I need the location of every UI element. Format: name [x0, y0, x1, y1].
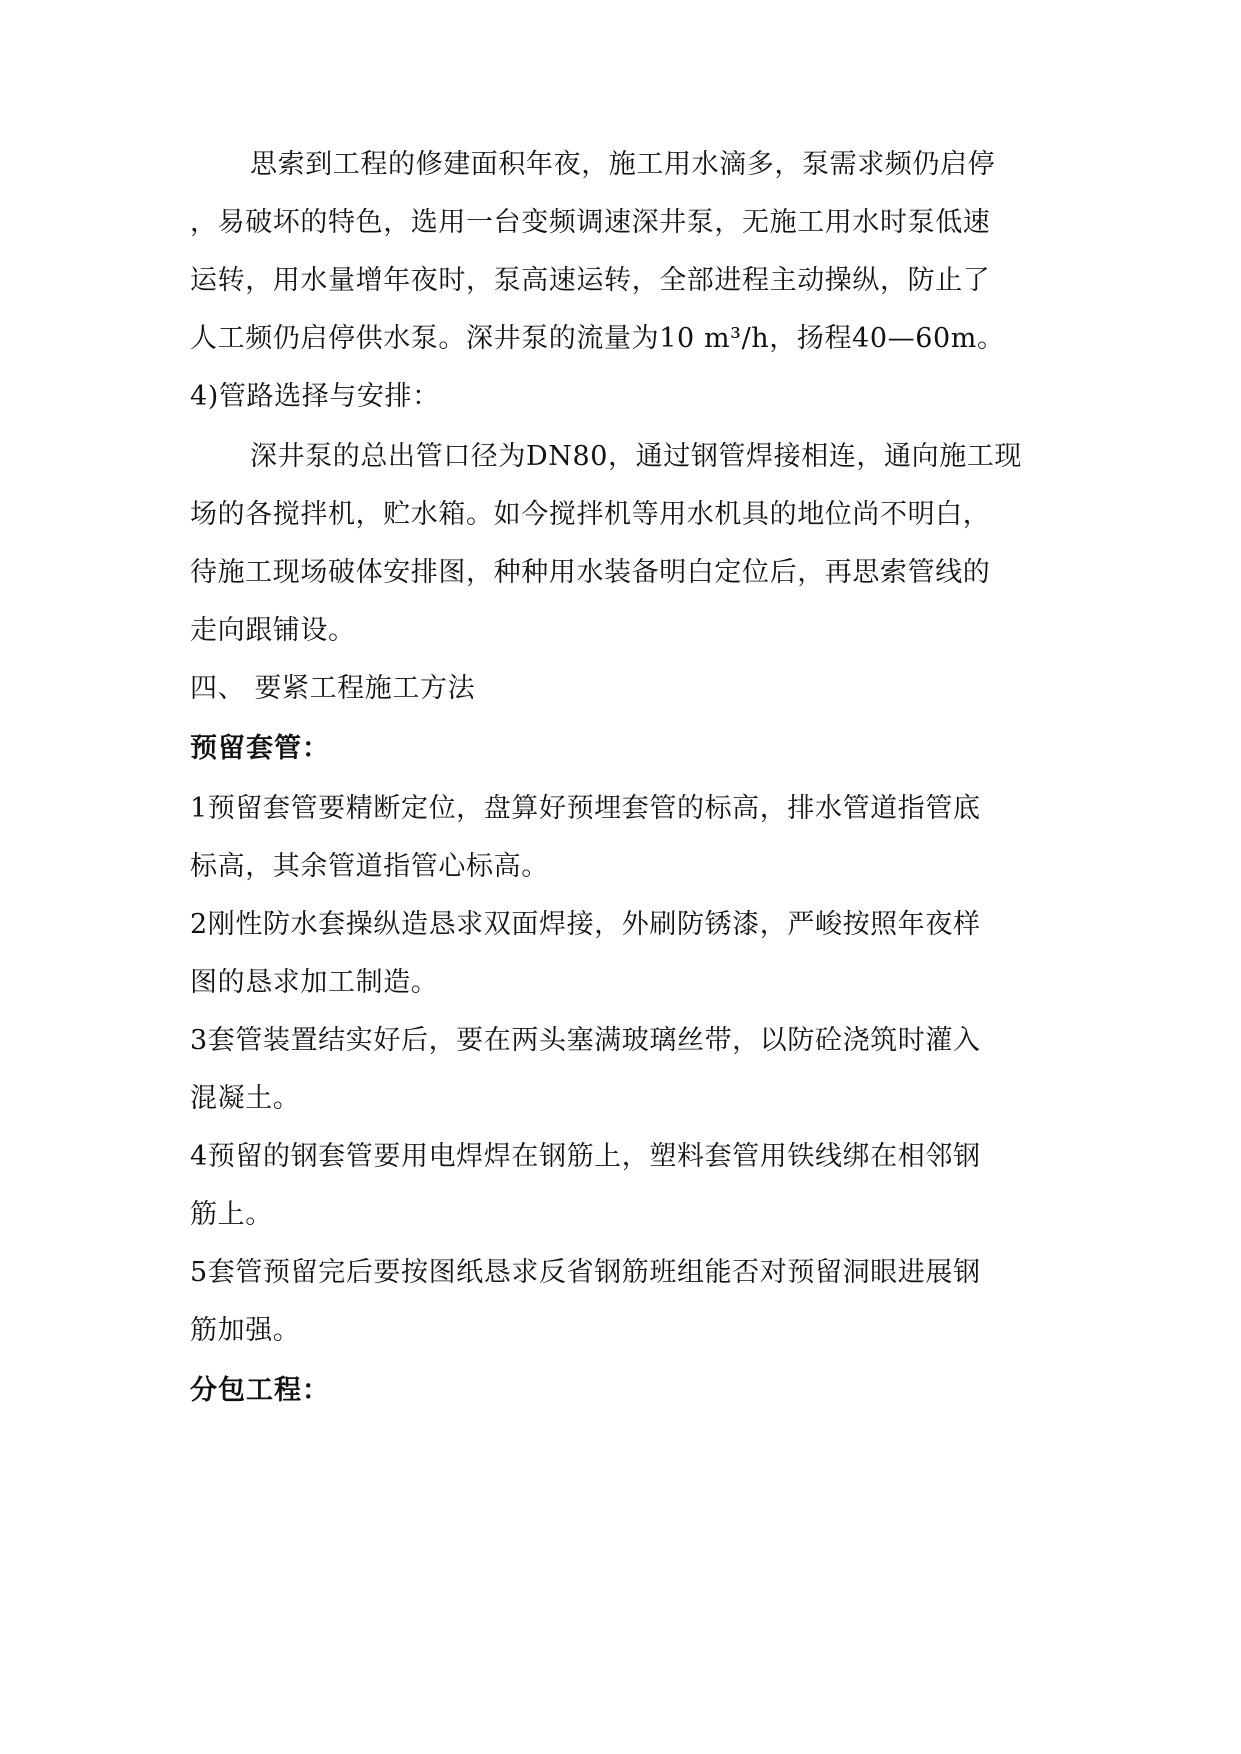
list-item-line: 5套管预留完后要按图纸恳求反省钢筋班组能否对预留洞眼进展钢 [190, 1257, 981, 1288]
list-item-line: 标高，其余管道指管心标高。 [190, 851, 549, 882]
paragraph-line: 场的各搅拌机，贮水箱。如今搅拌机等用水机具的地位尚不明白， [190, 499, 991, 530]
list-item-line: 筋上。 [190, 1199, 273, 1230]
list-item-line: 3套管装置结实好后，要在两头塞满玻璃丝带，以防砼浇筑时灌入 [190, 1025, 981, 1056]
paragraph-line: 人工频仍启停供水泵。深井泵的流量为10 m³/h，扬程40—60m。 [190, 323, 1005, 354]
paragraph-line: 思索到工程的修建面积年夜，施工用水滴多，泵需求频仍启停 [250, 149, 996, 180]
paragraph-line: 深井泵的总出管口径为DN80，通过钢管焊接相连，通向施工现 [250, 441, 1023, 472]
list-item-line: 筋加强。 [190, 1315, 301, 1346]
list-item-line: 2刚性防水套操纵造恳求双面焊接，外刷防锈漆，严峻按照年夜样 [190, 909, 981, 940]
bold-heading: 预留套管： [190, 733, 330, 764]
list-item-line: 混凝土。 [190, 1083, 301, 1114]
section-heading: 四、 要紧工程施工方法 [190, 673, 476, 704]
paragraph-line: ，易破坏的特色，选用一台变频调速深井泵，无施工用水时泵低速 [190, 207, 991, 238]
bold-heading: 分包工程： [190, 1375, 330, 1406]
paragraph-line: 运转，用水量增年夜时，泵高速运转，全部进程主动操纵，防止了 [190, 265, 991, 296]
list-item-line: 1预留套管要精断定位，盘算好预埋套管的标高，排水管道指管底 [190, 793, 981, 824]
paragraph-line: 走向跟铺设。 [190, 615, 356, 646]
subsection-heading: 4)管路选择与安排： [190, 381, 440, 412]
list-item-line: 图的恳求加工制造。 [190, 967, 439, 998]
paragraph-line: 待施工现场破体安排图，种种用水装备明白定位后，再思索管线的 [190, 557, 991, 588]
list-item-line: 4预留的钢套管要用电焊焊在钢筋上，塑料套管用铁线绑在相邻钢 [190, 1141, 981, 1172]
